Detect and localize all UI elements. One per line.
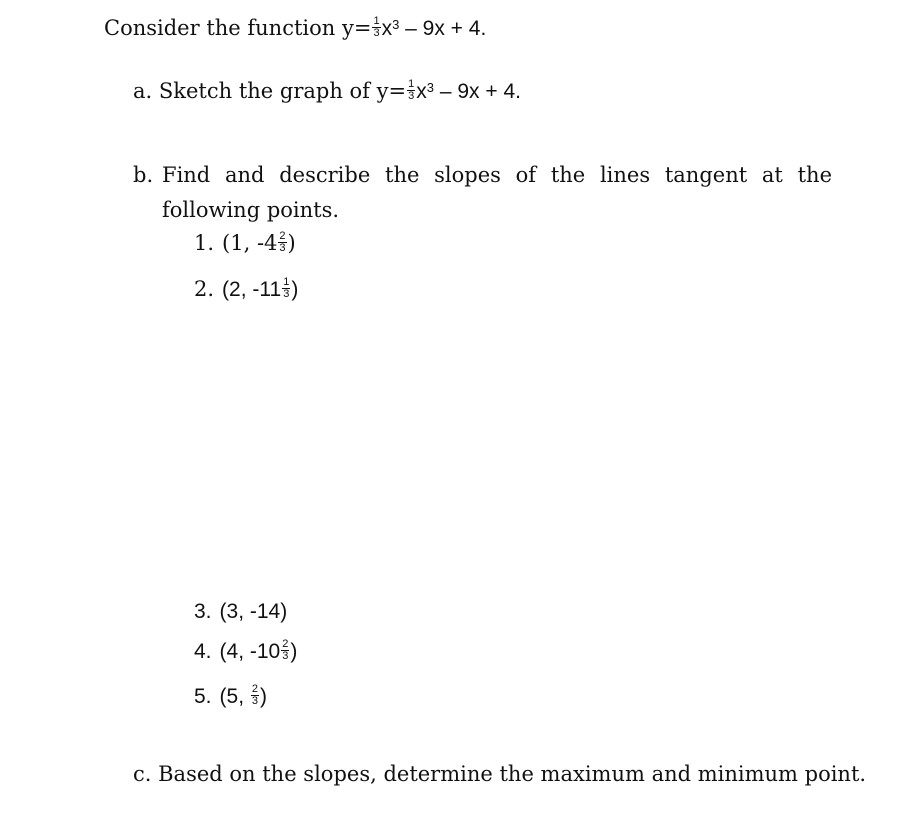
intro-lead: Consider the function — [104, 16, 336, 40]
point-frac-den: 3 — [283, 288, 290, 300]
point-item-2 — [194, 276, 299, 302]
intro-func-prefix: y= — [341, 16, 372, 40]
point-text-open: (4, -10 — [219, 640, 281, 664]
point-item-3 — [194, 601, 287, 622]
point-item-1 — [194, 230, 296, 256]
point-fraction — [281, 639, 289, 662]
point-text-close: ) — [287, 231, 296, 255]
part-c-label: c. — [133, 762, 152, 786]
part-a-line — [133, 78, 521, 104]
part-a-exponent: 3 — [426, 80, 434, 95]
point-frac-num: 2 — [282, 638, 289, 650]
point-text-close: ) — [290, 640, 298, 664]
part-a-func-rest: – 9x + 4. — [433, 80, 521, 103]
point-text-close: ) — [291, 278, 299, 301]
point-fraction — [282, 277, 290, 300]
part-a-label: a. — [133, 79, 153, 103]
point-item-5 — [194, 683, 267, 709]
part-a-x: x — [416, 80, 427, 103]
intro-func-rest: – 9x + 4. — [399, 17, 487, 40]
point-number: 5. — [194, 685, 212, 709]
intro-frac-den: 3 — [373, 27, 380, 39]
part-b-text: Find and describe the slopes of the lines tangent at the following points. — [162, 163, 832, 222]
point-frac-num: 1 — [283, 276, 290, 288]
point-text-open: (1, -4 — [222, 231, 278, 255]
point-item-4 — [194, 638, 298, 664]
part-a-lead: Sketch the graph of — [158, 79, 370, 103]
intro-x: x — [381, 17, 393, 40]
point-text: (3, -14) — [219, 600, 288, 623]
point-fraction — [278, 231, 286, 254]
part-a-frac-num: 1 — [408, 78, 415, 90]
intro-exponent: 3 — [392, 17, 400, 32]
part-c-line — [133, 764, 866, 785]
point-text-open: (5, — [219, 685, 250, 709]
point-number: 3. — [194, 600, 212, 623]
point-number: 1. — [194, 231, 215, 255]
point-frac-den: 3 — [251, 695, 258, 707]
part-c-text: Based on the slopes, determine the maximum and minimum point. — [158, 762, 867, 786]
part-a-frac-den: 3 — [408, 90, 415, 102]
intro-line — [104, 15, 487, 41]
part-a-fraction — [407, 79, 415, 102]
point-number: 2. — [194, 277, 215, 301]
point-number: 4. — [194, 640, 212, 664]
point-text-close: ) — [259, 685, 267, 709]
point-fraction — [251, 684, 259, 707]
part-b-label: b. — [133, 163, 154, 187]
point-frac-num: 2 — [251, 683, 258, 695]
point-frac-den: 3 — [279, 242, 286, 254]
intro-fraction — [372, 16, 380, 39]
point-text-open: (2, -11 — [222, 278, 282, 301]
part-a-func-prefix: y= — [376, 79, 407, 103]
point-frac-num: 2 — [279, 230, 286, 242]
intro-frac-num: 1 — [373, 15, 380, 27]
point-frac-den: 3 — [282, 650, 289, 662]
